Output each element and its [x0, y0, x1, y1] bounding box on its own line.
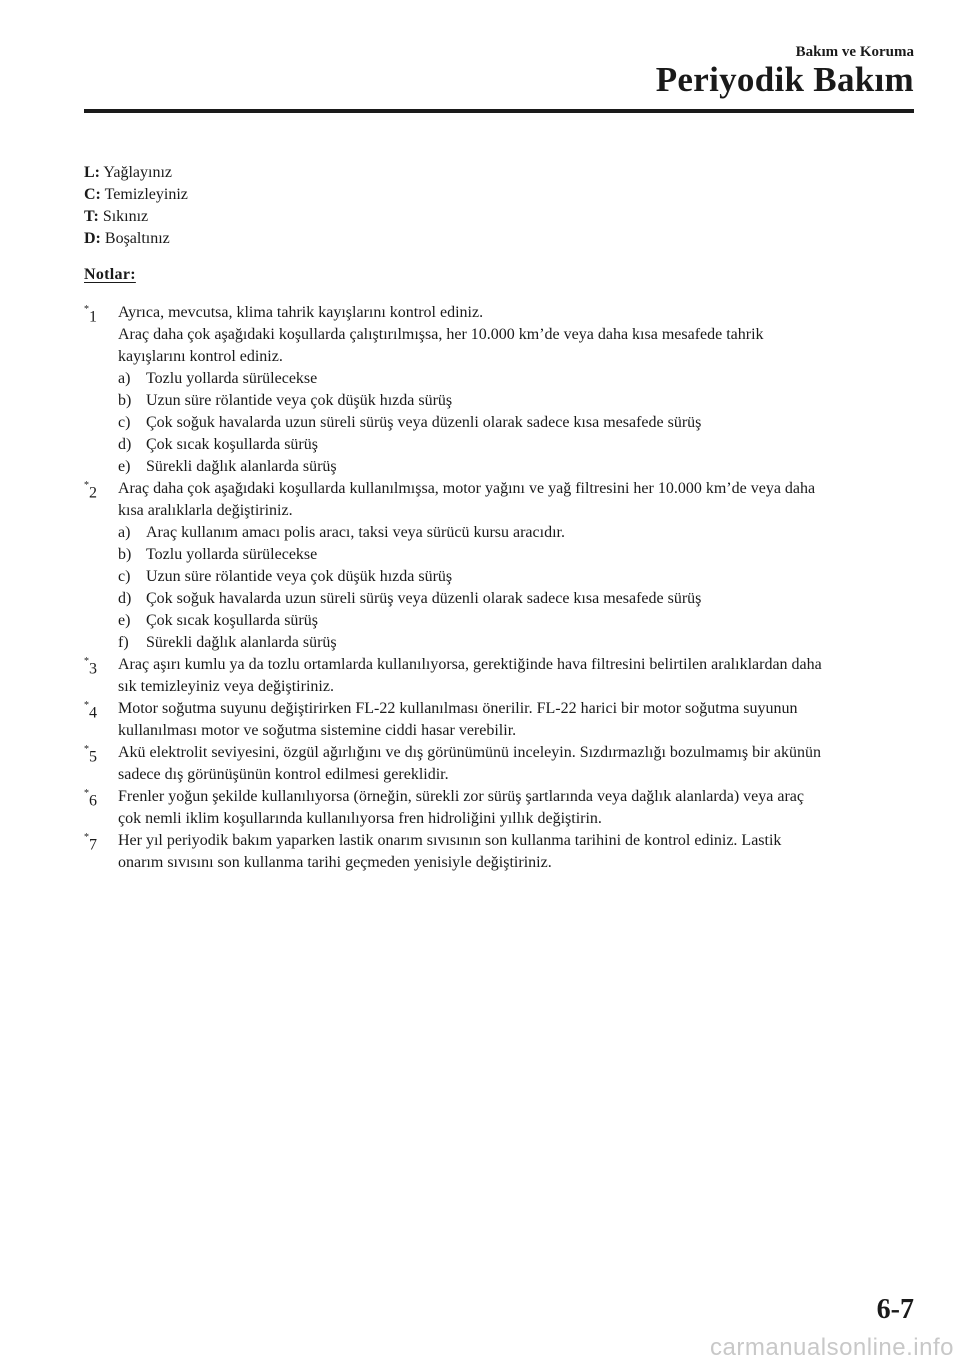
- legend-row: [84, 228, 914, 250]
- note-sub-item: [118, 522, 914, 544]
- sub-item-letter: b): [118, 546, 132, 563]
- sub-item-text: Çok soğuk havalarda uzun süreli sürüş veya düzenli olarak sadece kısa mesafede sürüş: [146, 590, 702, 607]
- note-number: [84, 830, 97, 856]
- legend-code: T:: [84, 208, 99, 225]
- note-number: [84, 698, 97, 724]
- note-index: 1: [89, 308, 97, 326]
- note-index: 5: [89, 748, 97, 766]
- sub-item-letter: a): [118, 370, 131, 387]
- sub-item-text: Araç kullanım amacı polis aracı, taksi veya sürücü kursu aracıdır.: [146, 524, 565, 541]
- sub-item-letter: d): [118, 436, 132, 453]
- sub-item-letter: a): [118, 524, 131, 541]
- sub-item-text: Sürekli dağlık alanlarda sürüş: [146, 458, 337, 475]
- sub-item-letter: c): [118, 568, 131, 585]
- legend-text: Sıkınız: [102, 208, 149, 225]
- note-sub-item: [118, 434, 914, 456]
- legend-row: [84, 162, 914, 184]
- note-number: [84, 654, 97, 680]
- legend-text: Temizleyiniz: [104, 186, 188, 203]
- note-asterisk: *: [84, 700, 89, 711]
- legend-code: C:: [84, 186, 101, 203]
- sub-item-letter: b): [118, 392, 132, 409]
- page-number: 6-7: [876, 1294, 914, 1325]
- note-text-line: kayışlarını kontrol ediniz.: [118, 348, 283, 365]
- note-asterisk: *: [84, 480, 89, 491]
- legend: [84, 162, 914, 250]
- watermark: carmanualsonline.info: [710, 1334, 954, 1361]
- note-text-line: kullanılması motor ve soğutma sistemine ciddi hasar verebilir.: [118, 722, 517, 739]
- note-text-line: kısa aralıklarla değiştiriniz.: [118, 502, 293, 519]
- note-index: 7: [89, 836, 97, 854]
- notes-heading: Notlar:: [84, 266, 136, 283]
- header-section: Bakım ve Koruma: [795, 44, 914, 60]
- note-index: 4: [89, 704, 97, 722]
- note-sub-item: [118, 390, 914, 412]
- sub-item-text: Çok soğuk havalarda uzun süreli sürüş veya düzenli olarak sadece kısa mesafede sürüş: [146, 414, 702, 431]
- note-text-line: sadece dış görünüşünün kontrol edilmesi gereklidir.: [118, 766, 449, 783]
- note-number: [84, 786, 97, 812]
- legend-code: L:: [84, 164, 100, 181]
- sub-item-text: Uzun süre rölantide veya çok düşük hızda sürüş: [146, 392, 453, 409]
- note-asterisk: *: [84, 656, 89, 667]
- notes-list: [84, 302, 914, 874]
- note-sub-item: [118, 544, 914, 566]
- note-text-line: Araç aşırı kumlu ya da tozlu ortamlarda kullanılıyorsa, gerektiğinde hava filtresini belirtilen aralıklardan daha: [118, 656, 822, 673]
- note-item: [84, 786, 914, 830]
- page-title: Periyodik Bakım: [655, 60, 914, 99]
- sub-item-text: Uzun süre rölantide veya çok düşük hızda sürüş: [146, 568, 453, 585]
- sub-item-text: Tozlu yollarda sürülecekse: [146, 546, 318, 563]
- note-text-line: çok nemli iklim koşullarında kullanılıyorsa fren hidroliğini yıllık değiştirin.: [118, 810, 602, 827]
- note-text-line: Motor soğutma suyunu değiştirirken FL-22 kullanılması önerilir. FL-22 harici bir motor soğutma suyunun: [118, 700, 798, 717]
- legend-code: D:: [84, 230, 101, 247]
- note-text-line: Frenler yoğun şekilde kullanılıyorsa (örneğin, sürekli zor sürüş şartlarında veya dağlık alanlarda) veya araç: [118, 788, 804, 805]
- sub-item-text: Çok sıcak koşullarda sürüş: [146, 612, 318, 629]
- note-sub-item: [118, 632, 914, 654]
- note-asterisk: *: [84, 304, 89, 315]
- note-item: [84, 654, 914, 698]
- sub-item-letter: f): [118, 634, 129, 651]
- note-index: 6: [89, 792, 97, 810]
- sub-item-letter: d): [118, 590, 132, 607]
- note-asterisk: *: [84, 832, 89, 843]
- note-sub-item: [118, 588, 914, 610]
- legend-row: [84, 206, 914, 228]
- note-index: 3: [89, 660, 97, 678]
- header-rule: [84, 109, 914, 113]
- sub-item-text: Çok sıcak koşullarda sürüş: [146, 436, 318, 453]
- note-text-line: sık temizleyiniz veya değiştiriniz.: [118, 678, 334, 695]
- note-item: [84, 478, 914, 654]
- note-item: [84, 742, 914, 786]
- legend-row: [84, 184, 914, 206]
- note-text-line: Akü elektrolit seviyesini, özgül ağırlığını ve dış görünümünü inceleyin. Sızdırmazlığı bozulmamış bir akünün: [118, 744, 821, 761]
- note-sub-item: [118, 412, 914, 434]
- sub-item-letter: e): [118, 612, 131, 629]
- note-text-line: Araç daha çok aşağıdaki koşullarda çalıştırılmışsa, her 10.000 km’de veya daha kısa mesafede tahrik: [118, 326, 764, 343]
- note-text-line: Her yıl periyodik bakım yaparken lastik onarım sıvısının son kullanma tarihini de kontrol ediniz. Lastik: [118, 832, 782, 849]
- note-text-line: Araç daha çok aşağıdaki koşullarda kullanılmışsa, motor yağını ve yağ filtresini her 10.000 km’de veya daha: [118, 480, 816, 497]
- note-text-line: onarım sıvısını son kullanma tarihi geçmeden yenisiyle değiştiriniz.: [118, 854, 552, 871]
- page-content: [84, 162, 914, 874]
- sub-item-text: Sürekli dağlık alanlarda sürüş: [146, 634, 337, 651]
- note-item: [84, 698, 914, 742]
- note-asterisk: *: [84, 744, 89, 755]
- note-item: [84, 302, 914, 478]
- note-asterisk: *: [84, 788, 89, 799]
- legend-text: Yağlayınız: [103, 164, 172, 181]
- legend-text: Boşaltınız: [104, 230, 170, 247]
- note-sub-item: [118, 456, 914, 478]
- note-number: [84, 302, 97, 328]
- note-number: [84, 478, 97, 504]
- note-number: [84, 742, 97, 768]
- note-index: 2: [89, 484, 97, 502]
- note-sub-item: [118, 368, 914, 390]
- sub-item-text: Tozlu yollarda sürülecekse: [146, 370, 318, 387]
- note-item: [84, 830, 914, 874]
- sub-item-letter: c): [118, 414, 131, 431]
- note-text-line: Ayrıca, mevcutsa, klima tahrik kayışlarını kontrol ediniz.: [118, 304, 484, 321]
- note-sub-item: [118, 566, 914, 588]
- sub-item-letter: e): [118, 458, 131, 475]
- note-sub-item: [118, 610, 914, 632]
